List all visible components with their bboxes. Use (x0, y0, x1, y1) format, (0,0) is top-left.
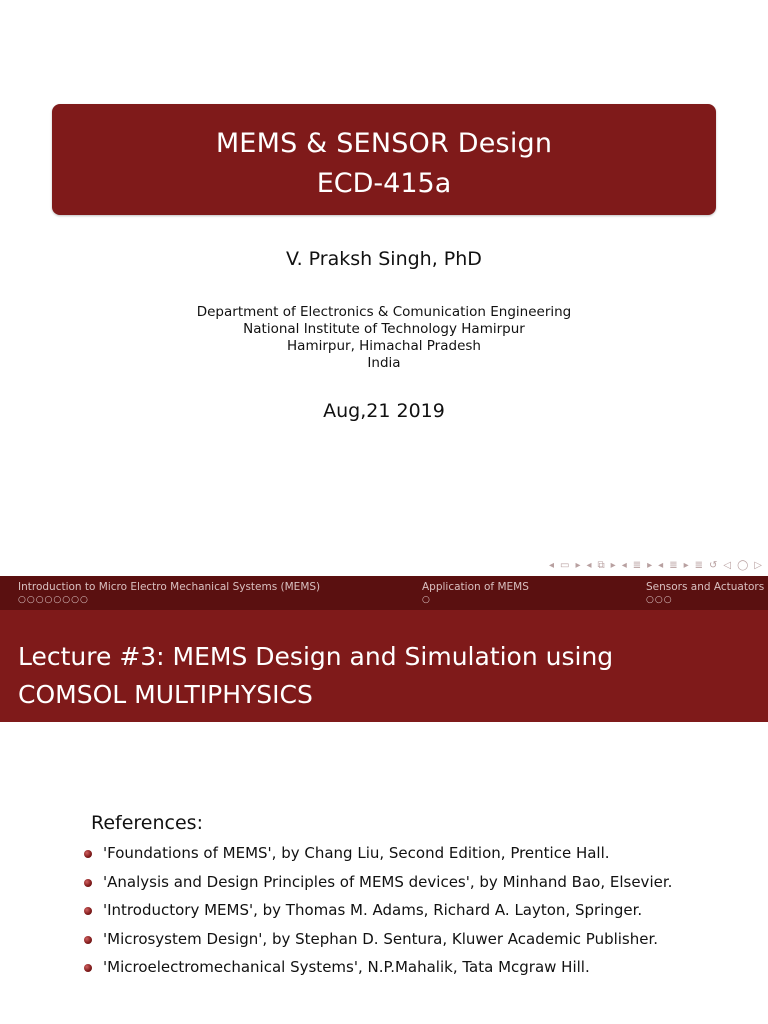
section-link-introduction[interactable] (18, 581, 320, 605)
nav-prev-frame-icon[interactable]: ◂ (586, 560, 592, 571)
institution-line: National Institute of Technology Hamirpur (243, 321, 525, 337)
nav-section-icon[interactable]: ≣ (669, 560, 678, 571)
nav-prev-subsection-icon[interactable]: ◂ (621, 560, 627, 571)
presentation-title: MEMS & SENSOR Design (215, 128, 553, 159)
section-label: Application of MEMS (422, 581, 529, 593)
institution-block (0, 304, 768, 372)
frame-dots[interactable]: ○ (422, 595, 431, 605)
list-item (84, 958, 672, 987)
nav-search-icon[interactable]: ◯ (737, 560, 749, 571)
lecture-slide (0, 576, 768, 1024)
nav-document-icon[interactable]: ≣ (694, 560, 703, 571)
nav-search-forward-icon[interactable]: ▷ (754, 560, 762, 571)
frame-dots[interactable]: ○○○ (646, 595, 673, 605)
section-label: Introduction to Micro Electro Mechanical Systems (MEMS) (18, 581, 321, 593)
section-link-sensors[interactable] (646, 581, 764, 605)
section-navigation-bar (0, 576, 768, 610)
nav-next-frame-icon[interactable]: ▸ (610, 560, 616, 571)
nav-next-section-icon[interactable]: ▸ (683, 560, 689, 571)
nav-next-subsection-icon[interactable]: ▸ (647, 560, 653, 571)
section-label: Sensors and Actuators (646, 581, 765, 593)
nav-frame-icon[interactable]: ⧉ (597, 560, 605, 571)
bullet-icon (84, 850, 92, 858)
frame-title-bar (0, 610, 768, 722)
institution-line: Department of Electronics & Comunication Engineering (196, 304, 572, 320)
list-item (84, 901, 672, 930)
nav-subsection-icon[interactable]: ≣ (632, 560, 642, 571)
course-code: ECD-415a (316, 168, 452, 199)
bullet-icon (84, 879, 92, 887)
bullet-icon (84, 936, 92, 944)
institution-line: India (367, 355, 401, 371)
reference-text: 'Microelectromechanical Systems', N.P.Mahalik, Tata Mcgraw Hill. (103, 958, 590, 977)
references-list (84, 844, 672, 987)
author-name: V. Praksh Singh, PhD (286, 248, 482, 270)
frame-title-line2: COMSOL MULTIPHYSICS (18, 680, 313, 709)
list-item (84, 873, 672, 902)
frame-dots[interactable]: ○○○○○○○○ (18, 595, 89, 605)
nav-next-slide-icon[interactable]: ▸ (575, 560, 581, 571)
reference-text: 'Microsystem Design', by Stephan D. Sentura, Kluwer Academic Publisher. (103, 929, 659, 948)
title-block (52, 104, 716, 215)
reference-text: 'Introductory MEMS', by Thomas M. Adams, Richard A. Layton, Springer. (103, 901, 643, 920)
presentation-date: Aug,21 2019 (323, 400, 445, 422)
nav-slide-icon[interactable]: ▭ (560, 560, 570, 571)
institution-line: Hamirpur, Himachal Pradesh (287, 338, 481, 354)
nav-back-icon[interactable]: ↺ (709, 560, 718, 571)
list-item (84, 930, 672, 959)
list-item (84, 844, 672, 873)
reference-text: 'Foundations of MEMS', by Chang Liu, Second Edition, Prentice Hall. (103, 844, 610, 862)
bullet-icon (84, 964, 92, 972)
frame-title-line1: Lecture #3: MEMS Design and Simulation using (18, 642, 614, 671)
nav-search-back-icon[interactable]: ◁ (723, 560, 732, 571)
section-link-application[interactable] (422, 581, 529, 605)
nav-prev-section-icon[interactable]: ◂ (658, 560, 664, 571)
references-heading: References: (91, 812, 203, 834)
bullet-icon (84, 907, 92, 915)
beamer-navigation-bar (549, 560, 762, 571)
reference-text: 'Analysis and Design Principles of MEMS devices', by Minhand Bao, Elsevier. (103, 872, 673, 891)
nav-prev-slide-icon[interactable]: ◂ (548, 560, 555, 571)
